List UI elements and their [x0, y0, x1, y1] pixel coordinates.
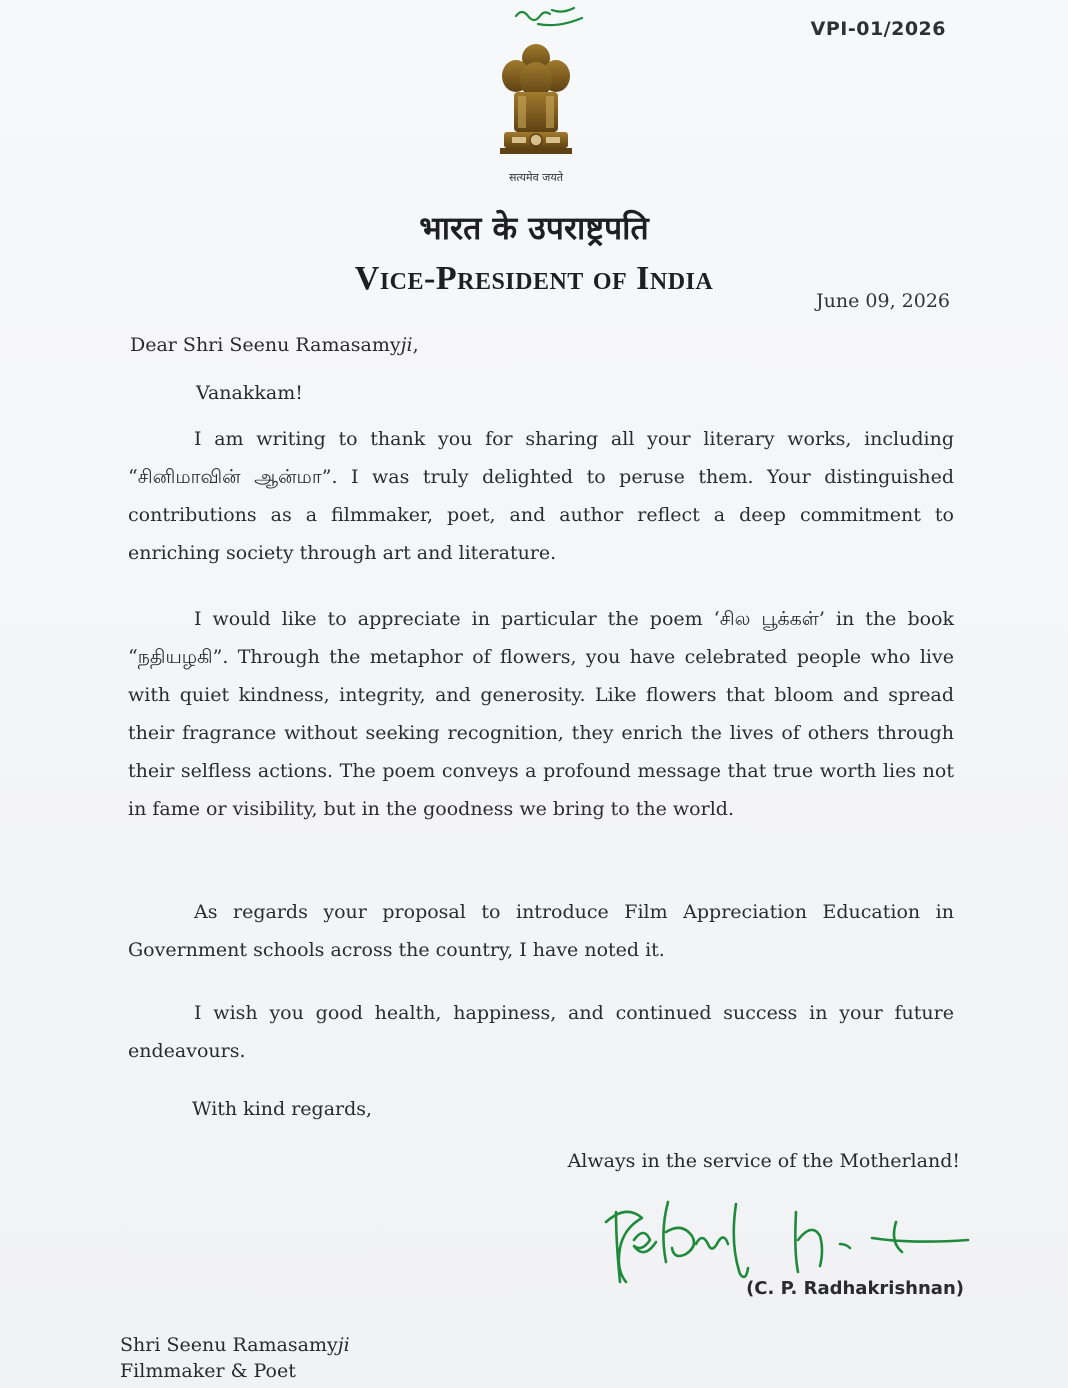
letter-date: June 09, 2026: [816, 290, 950, 312]
addressee-role: Filmmaker & Poet: [120, 1360, 296, 1382]
body-paragraph: I would like to appreciate in particular the poem ‘சில பூக்கள்’ in the book “நதியழகி”. Through the metaphor of flowers, you have celebrated people who live with quiet kindness, integrity, and generosity. Like flowers that bloom and spread their fragrance without seeking recognition, they enrich the lives of others through their selfless actions. The poem conveys a profound message that true worth lies not in fame or visibility, but in the goodness we bring to the world.: [128, 608, 954, 820]
service-line: Always in the service of the Motherland!: [567, 1150, 960, 1172]
salutation-name: Dear Shri Seenu Ramasamy: [130, 334, 401, 356]
office-title-hindi: भारत के उपराष्ट्रपति: [419, 209, 649, 247]
body-paragraph: As regards your proposal to introduce Film Appreciation Education in Government schools across the country, I have noted it.: [128, 901, 954, 961]
national-emblem-icon: [488, 36, 584, 164]
greeting: Vanakkam!: [196, 382, 303, 404]
salutation-comma: ,: [412, 334, 419, 356]
salutation-honorific: ji: [400, 334, 413, 356]
body-paragraph: I wish you good health, happiness, and continued success in your future endeavours.: [128, 1002, 954, 1062]
addressee-honorific: ji: [337, 1334, 350, 1356]
body-paragraph: I am writing to thank you for sharing all your literary works, including “சினிமாவின் ஆன்மா”. I was truly delighted to peruse them. Your distinguished contributions as a filmmaker, poet, and author reflect a deep commitment to enriching society through art and literature.: [128, 428, 954, 564]
green-initials-mark: [508, 2, 592, 30]
salutation: [130, 334, 419, 356]
office-title-english: Vice-President of India: [354, 260, 714, 297]
closing: With kind regards,: [192, 1098, 373, 1120]
emblem-motto: सत्यमेव जयते: [508, 171, 563, 184]
addressee-name-text: Shri Seenu Ramasamy: [120, 1334, 338, 1356]
addressee-name: [120, 1334, 350, 1356]
signatory-name: (C. P. Radhakrishnan): [746, 1278, 964, 1299]
reference-number: VPI-01/2026: [810, 18, 946, 40]
handwritten-signature: [596, 1182, 986, 1292]
